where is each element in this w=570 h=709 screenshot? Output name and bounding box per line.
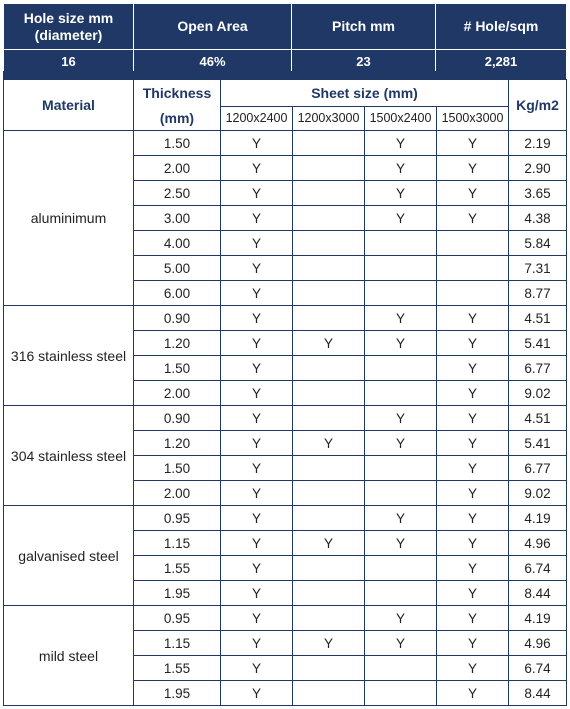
sheet-size-4-cell: Y — [437, 456, 509, 481]
thickness-cell: 2.00 — [134, 381, 221, 406]
thickness-cell: 1.95 — [134, 681, 221, 706]
sheet-size-1-cell: Y — [221, 156, 293, 181]
sheet-size-2-cell — [293, 356, 365, 381]
sheet-size-3-cell — [365, 556, 437, 581]
sheet-size-3-cell — [365, 256, 437, 281]
weight-cell: 4.38 — [509, 206, 567, 231]
summary-header-pitch: Pitch mm — [292, 4, 436, 50]
sheet-size-4-cell: Y — [437, 331, 509, 356]
sheet-size-1-cell: Y — [221, 506, 293, 531]
sheet-size-2-cell: Y — [293, 631, 365, 656]
column-header-size-1: 1200x2400 — [221, 106, 293, 130]
weight-cell: 5.41 — [509, 331, 567, 356]
sheet-size-2-cell — [293, 456, 365, 481]
sheet-size-1-cell: Y — [221, 381, 293, 406]
sheet-size-1-cell: Y — [221, 606, 293, 631]
table-row — [4, 306, 567, 331]
sheet-size-2-cell — [293, 181, 365, 206]
sheet-size-3-cell: Y — [365, 181, 437, 206]
sheet-size-4-cell: Y — [437, 631, 509, 656]
sheet-size-4-cell: Y — [437, 531, 509, 556]
sheet-size-1-cell: Y — [221, 331, 293, 356]
sheet-size-2-cell — [293, 281, 365, 306]
sheet-size-1-cell: Y — [221, 531, 293, 556]
weight-cell: 8.44 — [509, 581, 567, 606]
summary-header-row — [4, 4, 567, 50]
sheet-size-3-cell: Y — [365, 531, 437, 556]
sheet-size-1-cell: Y — [221, 556, 293, 581]
thickness-cell: 0.90 — [134, 406, 221, 431]
sheet-size-4-cell: Y — [437, 556, 509, 581]
thickness-cell: 1.50 — [134, 356, 221, 381]
thickness-cell: 1.55 — [134, 656, 221, 681]
weight-cell: 5.41 — [509, 431, 567, 456]
column-header-material: Material — [4, 80, 134, 131]
sheet-size-3-cell: Y — [365, 156, 437, 181]
summary-value-pitch: 23 — [292, 50, 436, 74]
weight-cell: 4.19 — [509, 506, 567, 531]
sheet-size-3-cell — [365, 581, 437, 606]
sheet-size-2-cell — [293, 231, 365, 256]
sheet-size-1-cell: Y — [221, 256, 293, 281]
sheet-size-3-cell — [365, 356, 437, 381]
sheet-size-2-cell — [293, 581, 365, 606]
sheet-size-1-cell: Y — [221, 181, 293, 206]
summary-header-holes-per-sqm: # Hole/sqm — [436, 4, 567, 50]
material-cell: 304 stainless steel — [4, 406, 134, 506]
sheet-size-4-cell — [437, 281, 509, 306]
summary-header-hole-size-line1: Hole size mm — [23, 9, 114, 26]
sheet-size-4-cell: Y — [437, 381, 509, 406]
sheet-size-3-cell — [365, 456, 437, 481]
sheet-size-1-cell: Y — [221, 656, 293, 681]
sheet-size-2-cell — [293, 506, 365, 531]
summary-value-holes-per-sqm: 2,281 — [436, 50, 567, 74]
sheet-size-1-cell: Y — [221, 231, 293, 256]
weight-cell: 9.02 — [509, 481, 567, 506]
table-body — [4, 131, 567, 706]
sheet-size-3-cell — [365, 681, 437, 706]
weight-cell: 4.19 — [509, 606, 567, 631]
sheet-size-4-cell: Y — [437, 156, 509, 181]
sheet-size-1-cell: Y — [221, 681, 293, 706]
sheet-size-4-cell: Y — [437, 656, 509, 681]
specification-table — [3, 79, 567, 706]
weight-cell: 2.19 — [509, 131, 567, 156]
thickness-cell: 2.00 — [134, 481, 221, 506]
column-header-thickness-unit: (mm) — [134, 106, 221, 130]
summary-value-open-area: 46% — [134, 50, 292, 74]
sheet-size-2-cell — [293, 406, 365, 431]
sheet-size-4-cell: Y — [437, 206, 509, 231]
thickness-cell: 2.50 — [134, 181, 221, 206]
sheet-size-4-cell: Y — [437, 506, 509, 531]
column-header-sheet-size: Sheet size (mm) — [221, 80, 509, 107]
thickness-cell: 3.00 — [134, 206, 221, 231]
sheet-size-1-cell: Y — [221, 281, 293, 306]
weight-cell: 3.65 — [509, 181, 567, 206]
weight-cell: 8.44 — [509, 681, 567, 706]
sheet-size-2-cell — [293, 556, 365, 581]
thickness-cell: 5.00 — [134, 256, 221, 281]
sheet-size-3-cell — [365, 656, 437, 681]
sheet-size-4-cell: Y — [437, 681, 509, 706]
thickness-cell: 4.00 — [134, 231, 221, 256]
summary-table — [3, 3, 567, 74]
sheet-size-1-cell: Y — [221, 481, 293, 506]
sheet-size-1-cell: Y — [221, 456, 293, 481]
column-header-size-4: 1500x3000 — [437, 106, 509, 130]
sheet-size-4-cell: Y — [437, 131, 509, 156]
thickness-cell: 1.50 — [134, 131, 221, 156]
thickness-cell: 1.20 — [134, 331, 221, 356]
column-header-thickness: Thickness — [134, 80, 221, 107]
thickness-cell: 1.95 — [134, 581, 221, 606]
sheet-size-4-cell: Y — [437, 431, 509, 456]
weight-cell: 4.51 — [509, 406, 567, 431]
table-row — [4, 506, 567, 531]
thickness-cell: 0.95 — [134, 506, 221, 531]
material-cell: mild steel — [4, 606, 134, 706]
sheet-size-4-cell: Y — [437, 481, 509, 506]
summary-value-hole-size: 16 — [4, 50, 134, 74]
thickness-cell: 2.00 — [134, 156, 221, 181]
thickness-cell: 0.90 — [134, 306, 221, 331]
sheet-size-3-cell: Y — [365, 331, 437, 356]
sheet-size-3-cell: Y — [365, 131, 437, 156]
material-cell: 316 stainless steel — [4, 306, 134, 406]
sheet-size-2-cell — [293, 306, 365, 331]
sheet-size-2-cell — [293, 656, 365, 681]
sheet-size-1-cell: Y — [221, 306, 293, 331]
sheet-size-3-cell — [365, 231, 437, 256]
sheet-size-2-cell: Y — [293, 431, 365, 456]
sheet-size-3-cell: Y — [365, 431, 437, 456]
sheet-size-3-cell: Y — [365, 206, 437, 231]
summary-header-hole-size — [4, 4, 134, 50]
summary-value-row — [4, 50, 567, 74]
weight-cell: 4.96 — [509, 531, 567, 556]
sheet-size-2-cell — [293, 681, 365, 706]
table-row — [4, 406, 567, 431]
sheet-size-4-cell: Y — [437, 306, 509, 331]
thickness-cell: 1.15 — [134, 631, 221, 656]
sheet-size-1-cell: Y — [221, 631, 293, 656]
sheet-size-1-cell: Y — [221, 206, 293, 231]
thickness-cell: 1.50 — [134, 456, 221, 481]
sheet-size-2-cell: Y — [293, 531, 365, 556]
summary-header-open-area: Open Area — [134, 4, 292, 50]
weight-cell: 6.77 — [509, 356, 567, 381]
sheet-size-2-cell — [293, 606, 365, 631]
weight-cell: 6.77 — [509, 456, 567, 481]
sheet-size-2-cell — [293, 131, 365, 156]
sheet-size-3-cell: Y — [365, 631, 437, 656]
sheet-size-1-cell: Y — [221, 581, 293, 606]
sheet-size-3-cell: Y — [365, 606, 437, 631]
sheet-size-3-cell: Y — [365, 406, 437, 431]
weight-cell: 8.77 — [509, 281, 567, 306]
sheet-size-2-cell — [293, 256, 365, 281]
table-header-row — [4, 80, 567, 107]
weight-cell: 6.74 — [509, 656, 567, 681]
sheet-size-2-cell — [293, 156, 365, 181]
sheet-size-4-cell — [437, 256, 509, 281]
material-cell: galvanised steel — [4, 506, 134, 606]
column-header-size-3: 1500x2400 — [365, 106, 437, 130]
column-header-size-2: 1200x3000 — [293, 106, 365, 130]
weight-cell: 6.74 — [509, 556, 567, 581]
sheet-size-3-cell — [365, 381, 437, 406]
weight-cell: 2.90 — [509, 156, 567, 181]
sheet-size-4-cell: Y — [437, 356, 509, 381]
sheet-size-3-cell — [365, 481, 437, 506]
weight-cell: 9.02 — [509, 381, 567, 406]
sheet-size-2-cell — [293, 206, 365, 231]
thickness-cell: 1.15 — [134, 531, 221, 556]
header-divider-strip — [3, 71, 566, 79]
sheet-size-3-cell: Y — [365, 306, 437, 331]
weight-cell: 4.96 — [509, 631, 567, 656]
sheet-size-4-cell: Y — [437, 181, 509, 206]
column-header-kg: Kg/m2 — [509, 80, 567, 131]
material-cell: aluminimum — [4, 131, 134, 306]
thickness-cell: 1.55 — [134, 556, 221, 581]
table-row — [4, 606, 567, 631]
sheet-size-2-cell: Y — [293, 331, 365, 356]
sheet-size-4-cell: Y — [437, 581, 509, 606]
table-row — [4, 131, 567, 156]
weight-cell: 7.31 — [509, 256, 567, 281]
sheet-size-4-cell: Y — [437, 606, 509, 631]
sheet-size-4-cell — [437, 231, 509, 256]
sheet-size-1-cell: Y — [221, 406, 293, 431]
sheet-size-2-cell — [293, 381, 365, 406]
sheet-size-1-cell: Y — [221, 431, 293, 456]
sheet-size-2-cell — [293, 481, 365, 506]
thickness-cell: 1.20 — [134, 431, 221, 456]
thickness-cell: 6.00 — [134, 281, 221, 306]
thickness-cell: 0.95 — [134, 606, 221, 631]
sheet-size-1-cell: Y — [221, 356, 293, 381]
sheet-size-3-cell: Y — [365, 506, 437, 531]
summary-header-hole-size-line2: (diameter) — [34, 26, 103, 43]
weight-cell: 5.84 — [509, 231, 567, 256]
sheet-size-4-cell: Y — [437, 406, 509, 431]
weight-cell: 4.51 — [509, 306, 567, 331]
sheet-size-3-cell — [365, 281, 437, 306]
sheet-size-1-cell: Y — [221, 131, 293, 156]
